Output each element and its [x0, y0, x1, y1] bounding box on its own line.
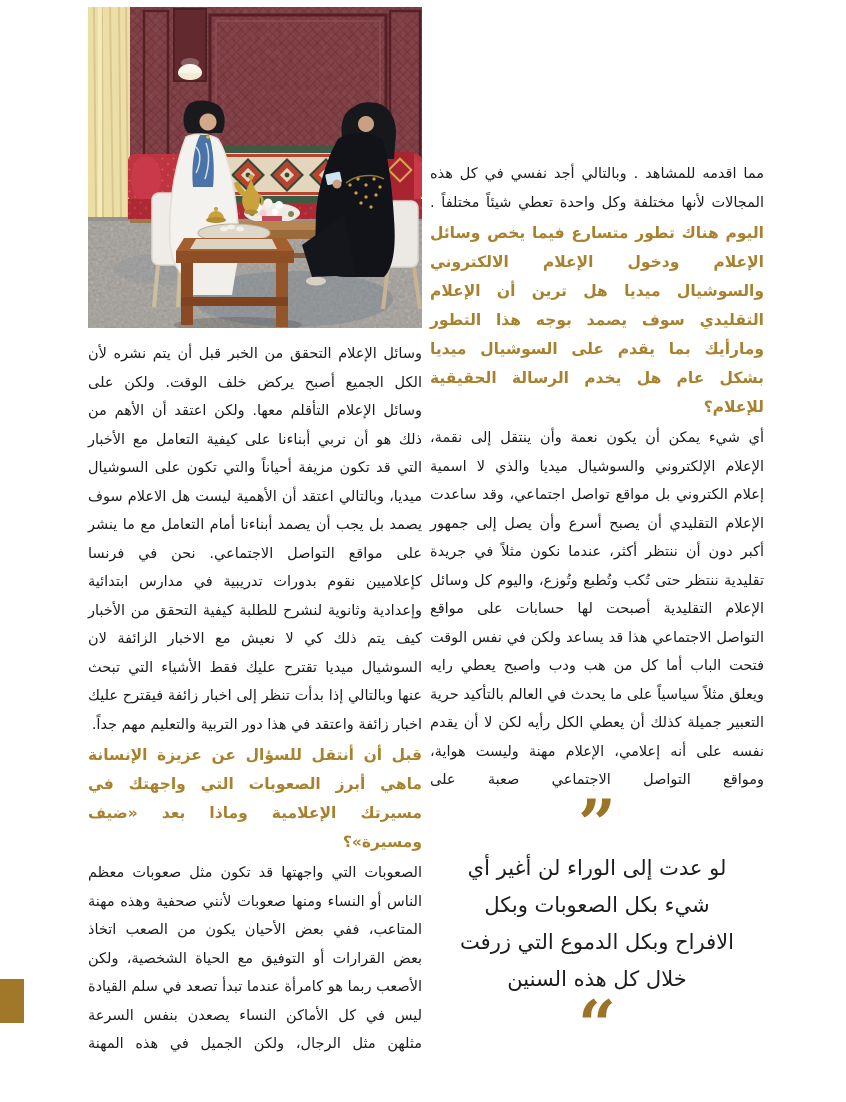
pull-quote-line: لو عدت إلى الوراء لن أغير أي [467, 856, 727, 881]
pull-quote-line: خلال كل هذه السنين [507, 967, 687, 992]
paragraph-continuation: وسائل الإعلام التحقق من الخبر قبل أن يتم نشره لأن الكل الجميع أصبح يركض خلف الوقت. ولكن على وسائل الإعلام التأقلم معها. ولكن اعتقد أن الأهم من ذلك هو أن نربي أبناءنا على كيفية التعامل مع الأخبار التي قد تكون مزيفة أحياناً والتي تكون على السوشيال ميديا، وبالتالي اعتقد أن الأهمية ليست هل الاعلام سوف يصمد بل يجب أن يصمد أبناءنا أمام التعامل مع ما ينشر على مواقع التواصل الاجتماعي. نحن في فرنسا كإعلاميين نقوم بدورات تدريبية في مدارس ابتدائية وإعدادية وثانوية لنشرح للطلبة كيفية التحقق من الأخبار كيف يتم ذلك كي لا نعيش مع الاخبار الزائفة لان السوشيال ميديا تقترح عليك فقط الأشياء التي تبحث عنها وبالتالي إذا بدأت تنظر إلى اخبار زائفة فيقترح عليك اخبار زائفة واعتقد في هذا دور التربية والتعليم مهم جداً. [88, 346, 422, 733]
quote-close-icon: “ [578, 986, 616, 1065]
column-first [430, 160, 764, 1065]
question-media-evolution: اليوم هناك تطور متسارع فيما يخص وسائل الإعلام ودخول الإعلام الالكتروني والسوشيال ميديا هل ترين أن الإعلام التقليدي سوف يصمد بوجه هذا التطور ومارأيك بما يقدم على السوشيال ميديا بشكل عام هل يخدم الرسالة الحقيقية للإعلام؟ [430, 224, 764, 416]
question-career-difficulties: قبل أن أنتقل للسؤال عن عزيزة الإنسانة ماهي أبرز الصعوبات التي واجهتك في مسيرتك الإعلامية وماذا بعد «ضيف ومسيرة»؟ [88, 746, 422, 851]
column-second [88, 340, 422, 1059]
paragraph-answer-difficulties: الصعوبات التي واجهتها قد تكون مثل صعوبات معظم الناس أو النساء ومنها صعوبات لأنني صحفية وهذه مهنة المتاعب، ففي بعض الأحيان يكون من الصعب اتخاذ بعض القرارات أو التوفيق مع الحياة الشخصية، ولكن الأصعب ربما هو كامرأة عندما تبدأ تصعد في سلم القيادة ليس في كل الأماكن النساء يصعدن بنفس السرعة مثلهن مثل الرجال، ولكن الجميل في هذه المهنة [88, 865, 422, 1052]
pull-quote-line: الافراح وبكل الدموع التي زرفت [460, 930, 734, 955]
interview-photo-illustration [88, 7, 422, 328]
quote-open-icon: ” [578, 784, 616, 863]
interview-photo [88, 7, 422, 328]
paragraph-intro: مما اقدمه للمشاهد . وبالتالي أجد نفسي في كل هذه المجالات لأنها مختلفة وكل واحدة تعطي شيئاً مختلفاً . [430, 166, 764, 211]
pull-quote-line: شيء بكل الصعوبات وبكل [484, 893, 710, 918]
page-edge-marker [0, 979, 24, 1023]
paragraph-answer-media: أي شيء يمكن أن يكون نعمة وأن ينتقل إلى نقمة، الإعلام الإلكتروني والسوشيال ميديا والذي لا اسمية إعلام الكتروني بل مواقع تواصل اجتماعي، وقد ساعدت الإعلام التقليدي أن يصبح أسرع وأن يصل إلى جمهور أكبر دون أن ننتظر أكثر، عندما نكون مثلاً في جريدة تقليدية ننتظر حتى تُكب وتُطبع وتُوزع، واليوم كل وسائل الإعلام التقليدية أصبحت لها حسابات على مواقع التواصل الاجتماعي هذا قد يساعد ولكن في نفس الوقت فتحت الباب أما كل من هب ودب واصبح يعطي رايه ويعلق مثلاً سياسياً على ما يحدث في العالم بالتأكيد حرية التعبير جميلة كذلك أن يعطي الكل رأيه لكن لا أن يقدم نفسه على أنه إعلامي، الإعلام مهنة وليست هواية، ومواقع التواصل الاجتماعي صعبة على [430, 430, 764, 788]
pull-quote [430, 784, 764, 1065]
pull-quote-text [430, 850, 764, 998]
